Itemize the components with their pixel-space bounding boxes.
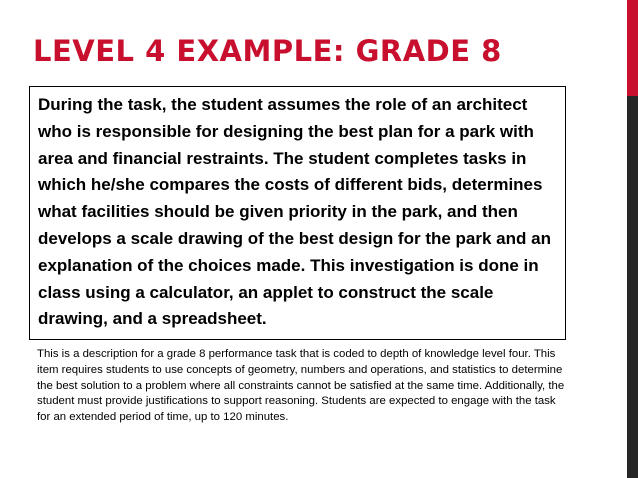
slide-title: LEVEL 4 EXAMPLE: GRADE 8 xyxy=(33,34,502,68)
accent-bar-red xyxy=(627,0,638,96)
task-description-text: This is a description for a grade 8 performance task that is coded to depth of knowledge level four. This item requires students to use concepts of geometry, numbers and operations, and statistics to determine the best solution to a problem where all constraints cannot be satisfied at the same time. Additionally, the student must provide justifications to support reasoning. Students are expected to engage with the task for an extended period of time, up to 120 minutes. xyxy=(37,348,565,424)
task-summary-text: During the task, the student assumes the role of an architect who is responsible for designing the best plan for a park with area and financial restraints. The student completes tasks in which he/she compares the costs of different bids, determines what facilities should be given priority in the park, and then develops a scale drawing of the best design for the park and an explanation of the choices made. This investigation is done in class using a calculator, an applet to construct the scale drawing, and a spreadsheet. xyxy=(38,95,551,329)
accent-bar-dark xyxy=(627,96,638,478)
task-summary-box xyxy=(29,86,566,340)
